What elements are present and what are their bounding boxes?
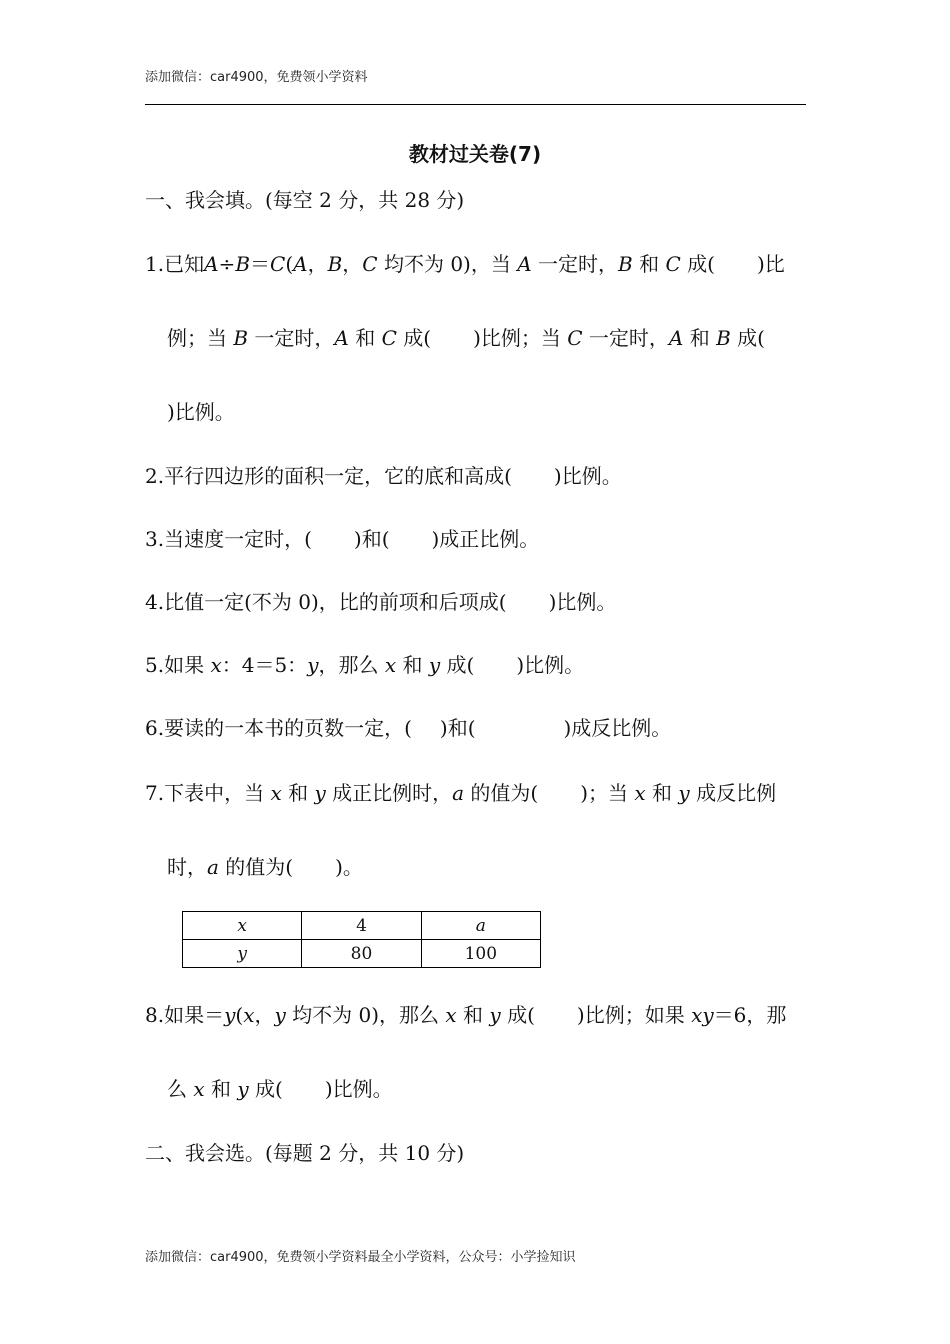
question-8-line-1: 8.如果＝y(x，y 均不为 0)，那么 x 和 y 成( )比例；如果 xy＝6，那 bbox=[145, 1003, 787, 1027]
question-1-line-2: 例；当 B 一定时，A 和 C 成( )比例；当 C 一定时，A 和 B 成( bbox=[167, 326, 765, 350]
question-7-line-1: 7.下表中，当 x 和 y 成正比例时，a 的值为( )；当 x 和 y 成反比例 bbox=[145, 781, 777, 805]
table-cell: a bbox=[421, 912, 540, 940]
footer-note: 添加微信：car4900，免费领小学资料最全小学资料，公众号：小学捡知识 bbox=[145, 1250, 576, 1265]
header-note: 添加微信：car4900，免费领小学资料 bbox=[145, 70, 368, 85]
question-4: 4.比值一定(不为 0)，比的前项和后项成( )比例。 bbox=[145, 590, 617, 614]
table-row bbox=[183, 912, 541, 940]
table-row bbox=[183, 940, 541, 968]
question-1-line-1: 1.已知A÷B＝C(A，B，C 均不为 0)，当 A 一定时，B 和 C 成( )比 bbox=[145, 252, 785, 276]
question-6: 6.要读的一本书的页数一定，( )和( )成反比例。 bbox=[145, 716, 672, 740]
page-title: 教材过关卷(7) bbox=[408, 142, 542, 166]
question-3: 3.当速度一定时，( )和( )成正比例。 bbox=[145, 527, 540, 551]
xy-value-table bbox=[182, 911, 541, 968]
table-cell: 100 bbox=[421, 940, 540, 968]
table-cell: 4 bbox=[302, 912, 421, 940]
section2-heading: 二、我会选。(每题 2 分，共 10 分) bbox=[145, 1141, 465, 1165]
table-cell: x bbox=[183, 912, 302, 940]
question-5: 5.如果 x：4＝5：y，那么 x 和 y 成( )比例。 bbox=[145, 653, 585, 677]
question-1-line-3: )比例。 bbox=[167, 400, 235, 424]
header-divider bbox=[145, 104, 806, 105]
question-7-line-2: 时，a 的值为( )。 bbox=[167, 855, 363, 879]
question-8-line-2: 么 x 和 y 成( )比例。 bbox=[167, 1077, 393, 1101]
table-cell: y bbox=[183, 940, 302, 968]
table-cell: 80 bbox=[302, 940, 421, 968]
question-2: 2.平行四边形的面积一定，它的底和高成( )比例。 bbox=[145, 464, 622, 488]
section1-heading: 一、我会填。(每空 2 分，共 28 分) bbox=[145, 188, 465, 212]
